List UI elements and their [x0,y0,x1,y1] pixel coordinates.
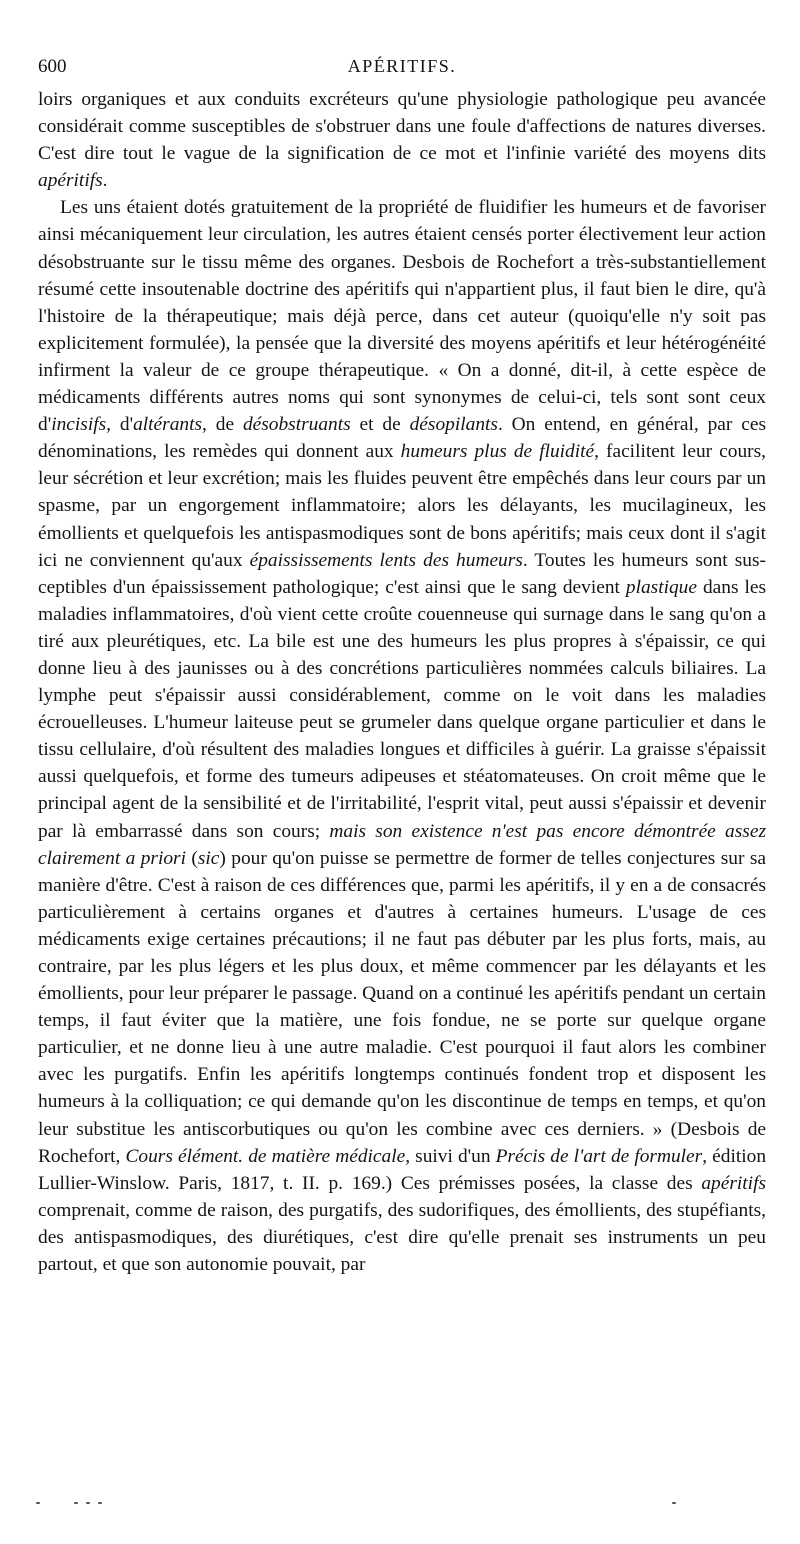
italic-run: sic [197,847,220,869]
italic-run: Cours élément. de matière médicale [125,1145,406,1167]
text-run: , de [202,414,243,436]
italic-run: désobstruants [242,414,351,436]
text-run: . Toutes les humeurs sont susceptibles d'un épaississement pathologique; c'est ainsi que le sang devient [38,549,766,598]
italic-run: plastique [625,576,697,598]
text-run: , suivi d'un [405,1145,496,1167]
page-number: 600 [38,56,67,77]
paragraph-1 [38,86,766,194]
print-specks [36,1502,740,1510]
italic-run: altérants [133,414,203,436]
text-run: Les uns étaient dotés gratuitement de la propriété de fluidifier les humeurs et de favoriser ainsi mécaniquement leur circulation, les autres étaient censés porter électivement leur action désobstruante sur le tissu même des organes. Desbois de Rochefort a très-substantiellement résumé cette insoutenable doctrine des apéritifs qui n'appartient plus, il faut bien le dire, qu'à l'histoire de la thérapeutique; mais déjà perce, dans cet auteur (quoiqu'elle n'y soit pas explicitement formulée), la pensée que la diversité des moyens apéritifs et leur hétérogénéité infirment la valeur de ce groupe thérapeutique. « On a donné, dit-il, à cette espèce de médicaments différents autres noms qui sont synonymes de celui-ci, tels sont sont ceux d' [38,197,766,436]
running-head [38,52,766,86]
italic-run: épaississements lents des humeurs [249,549,523,571]
italic-run: désopilants [409,414,498,436]
text-run: , d' [106,414,134,436]
italic-run: apéritifs [38,170,103,192]
italic-run: apéritifs [701,1172,766,1194]
text-run: ( [185,847,198,869]
italic-run: humeurs plus de fluidité [400,441,595,463]
speck [672,1502,676,1504]
text-run: et de [350,414,410,436]
text-run: loirs organiques et aux conduits excréteurs qu'une physiologie pathologique peu avancée considérait comme susceptibles de s'obstruer dans une foule d'affections de natures diverses. C'est dire tout le vague de la signification de ce mot et l'infinie variété des moyens dits [38,89,766,165]
italic-run: Précis de l'art de formuler [495,1145,703,1167]
speck [36,1502,40,1504]
italic-run: mais son existence n'est pas encore démontrée assez clairement a priori [38,820,766,869]
book-page [38,52,766,1278]
speck [74,1502,78,1504]
italic-run: incisifs [51,414,107,436]
running-title: APÉRITIFS. [347,56,457,76]
text-run: , facilitent leur cours, leur sécrétion et leur excrétion; mais les fluides peuvent être empêchés dans leur cours par un spasme, par un engorgement inflammatoire; alors les délayants, les mucilagineux, les émollients et quelquefois les antispasmodiques sont de bons apéritifs; mais ceux dont il s'agit ici ne conviennent qu'aux [38,441,766,571]
paragraph-2 [38,194,766,1278]
speck [86,1502,90,1504]
text-run: , édition Lullier-Winslow. Paris, 1817, t. II. p. 169.) Ces prémisses posées, la classe des [38,1145,767,1194]
text-run: dans les maladies inflammatoires, d'où vient cette croûte couenneuse qui surnage dans le sang qu'on a tiré aux pleurétiques, etc. La bile est une des humeurs les plus propres à s'épaissir, ce qui donne lieu à des jaunisses ou à des concrétions particulières nommées calculs biliaires. La lymphe peut s'épaissir aussi considérablement, comme on le voit dans les maladies écrouelleuses. L'humeur laiteuse peut se grumeler dans quelque organe particulier et dans le tissu cellulaire, d'où résultent des maladies longues et difficiles à guérir. La graisse s'épaissit aussi quelquefois, et forme des tumeurs adipeuses et stéatomateuses. On croit même que le principal agent de la sensibilité et de l'irritabilité, l'esprit vital, peut aussi s'épaissir et devenir par là embarrassé dans son cours; [38,576,766,842]
text-run: comprenait, comme de raison, des purgatifs, des sudorifiques, des émollients, des stupéfiants, des antispasmodiques, des diurétiques, c'est dire qu'elle prenait ses instruments un peu partout, et que son autonomie pouvait, par [38,1199,766,1276]
text-run: ) pour qu'on puisse se permettre de former de telles conjectures sur sa manière d'être. C'est à raison de ces différences que, parmi les apéritifs, il y en a de consacrés particulièrement à certains organes et d'autres à certaines humeurs. L'usage de ces médicaments exige certaines précautions; il ne faut pas débuter par les plus forts, mais, au contraire, par les plus légers et les plus doux, et même commencer par les délayants et les émollients, pour leur préparer le passage. Quand on a continué les apéritifs pendant un certain temps, il faut éviter que la matière, une fois fondue, ne se porte sur quelque organe particulier, et ne donne lieu à une autre maladie. C'est pourquoi il faut alors les combiner avec les purgatifs. Enfin les apéritifs longtemps continués fondent trop et disposent les humeurs à la colliquation; ce qui demande qu'on les discontinue de temps en temps, et qu'on leur substitue les antiscorbutiques ou qu'on les combine avec ces derniers. » (Desbois de Rochefort, [38,847,766,1167]
text-run: . [102,170,108,192]
body-text [38,86,766,1278]
speck [98,1502,102,1504]
text-run: . On entend, en général, par ces dénominations, les remèdes qui donnent aux [38,414,766,463]
